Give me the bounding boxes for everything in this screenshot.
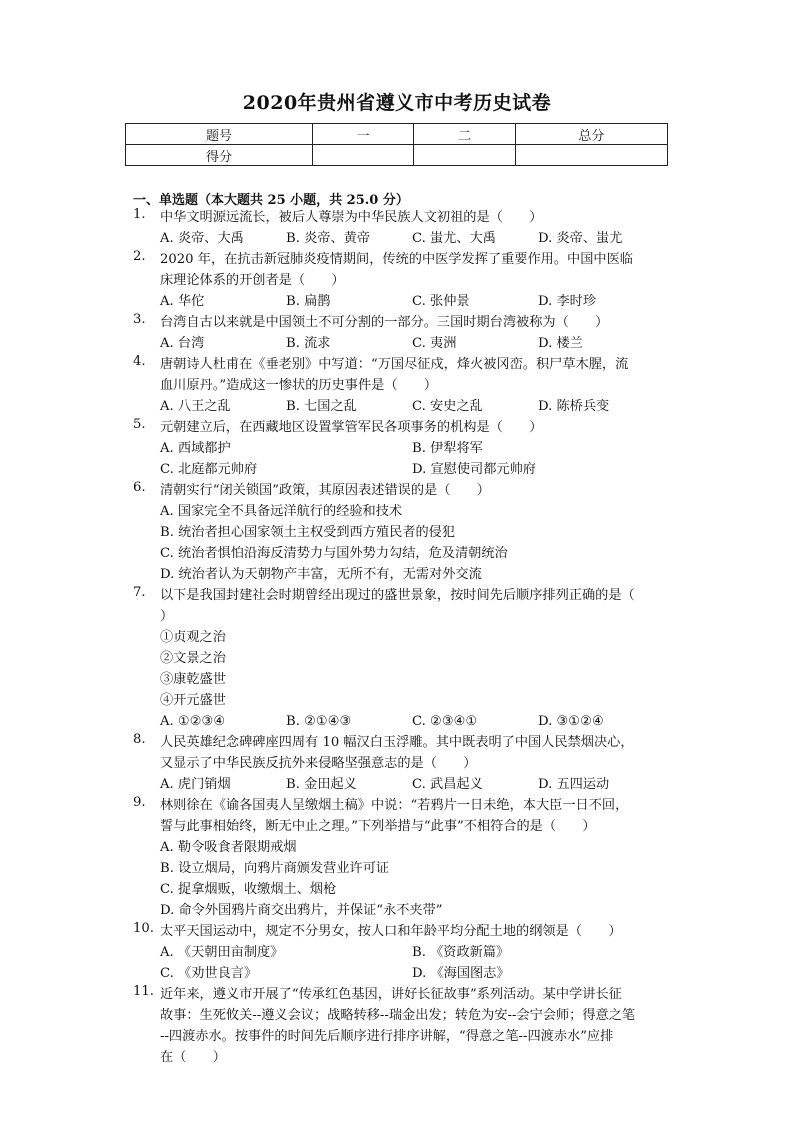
question-text: 近年来，遵义市开展了“传承红色基因，讲好长征故事”系列活动。某中学讲长征 <box>160 987 622 1002</box>
question-item <box>133 921 668 984</box>
answer-option[interactable]: A. 勒令吸食者限期戒烟 <box>160 840 297 855</box>
question-item <box>133 984 668 1068</box>
question-item <box>133 207 668 249</box>
question-number: 6. <box>133 480 146 495</box>
option-row <box>160 396 668 417</box>
answer-option[interactable]: D. ③①②④ <box>538 714 604 729</box>
answer-option[interactable]: C. 蚩尤、大禹 <box>412 231 496 246</box>
answer-option[interactable]: A. 炎帝、大禹 <box>160 231 244 246</box>
question-text: ①贞观之治 <box>160 630 226 645</box>
question-number: 7. <box>133 585 146 600</box>
question-text: --四渡赤水。按事件的时间先后顺序进行排序讲解，“得意之笔--四渡赤水”应排 <box>160 1029 614 1044</box>
question-text: 太平天国运动中，规定不分男女，按人口和年龄平均分配土地的纲领是（ ） <box>160 924 622 939</box>
question-text: 誓与此事相始终，断无中止之理。”下列举措与“此事”不相符合的是（ ） <box>160 819 596 834</box>
question-body <box>160 480 668 585</box>
question-item <box>133 480 668 585</box>
page-title: 2020年贵州省遵义市中考历史试卷 <box>242 92 552 114</box>
question-text: 在（ ） <box>160 1050 226 1065</box>
answer-option[interactable]: A. 西域都护 <box>160 441 231 456</box>
question-body <box>160 921 668 984</box>
question-text: 床理论体系的开创者是（ ） <box>160 273 345 288</box>
question-text: 又显示了中华民族反抗外来侵略坚强意志的是（ ） <box>160 756 477 771</box>
answer-option[interactable]: C. 夷洲 <box>412 336 457 351</box>
score-cell[interactable] <box>414 145 515 166</box>
section-title: 一、单选题（本大题共 25 小题，共 25.0 分） <box>133 193 409 208</box>
question-number: 1. <box>133 207 146 222</box>
answer-option[interactable]: C. ②③④① <box>412 714 478 729</box>
question-body <box>160 795 668 921</box>
question-text: 台湾自古以来就是中国领土不可分割的一部分。三国时期台湾被称为（ ） <box>160 315 609 330</box>
answer-option[interactable]: D. 统治者认为天朝物产丰富，无所不有，无需对外交流 <box>160 567 482 582</box>
answer-option[interactable]: D. 楼兰 <box>538 336 583 351</box>
question-text: ④开元盛世 <box>160 693 226 708</box>
score-header-cell: 总分 <box>515 124 667 145</box>
score-cell[interactable] <box>515 145 667 166</box>
question-text: 2020 年，在抗击新冠肺炎疫情期间，传统的中医学发挥了重要作用。中国中医临 <box>160 252 633 267</box>
answer-option[interactable]: B. 流求 <box>286 336 331 351</box>
answer-option[interactable]: A. 虎门销烟 <box>160 777 231 792</box>
score-header-cell: 二 <box>414 124 515 145</box>
question-list <box>133 207 668 1068</box>
question-text: ②文景之治 <box>160 651 226 666</box>
answer-option[interactable]: C. 统治者惧怕沿海反清势力与国外势力勾结，危及清朝统治 <box>160 546 508 561</box>
option-row <box>160 333 668 354</box>
answer-option[interactable]: D. 《海国图志》 <box>412 966 510 981</box>
answer-option[interactable]: D. 五四运动 <box>538 777 610 792</box>
question-number: 11. <box>133 984 154 999</box>
question-number: 10. <box>133 921 154 936</box>
answer-option[interactable]: D. 宣慰使司都元帅府 <box>412 462 536 477</box>
question-item <box>133 585 668 732</box>
answer-option[interactable]: D. 炎帝、蚩尤 <box>538 231 623 246</box>
option-row <box>160 228 668 249</box>
question-number: 8. <box>133 732 146 747</box>
answer-option[interactable]: D. 李时珍 <box>538 294 597 309</box>
question-body <box>160 732 668 795</box>
score-table-header-row <box>126 124 668 145</box>
question-item <box>133 417 668 480</box>
answer-option[interactable]: C. 捉拿烟贩，收缴烟土、烟枪 <box>160 882 337 897</box>
question-text: 以下是我国封建社会时期曾经出现过的盛世景象，按时间先后顺序排列正确的是（ <box>160 588 635 603</box>
answer-option[interactable]: D. 命令外国鸦片商交出鸦片，并保证“永不夹带” <box>160 903 443 918</box>
question-text: 清朝实行“闭关锁国”政策，其原因表述错误的是（ ） <box>160 483 490 498</box>
option-row <box>160 459 668 480</box>
question-text: 林则徐在《谕各国夷人呈缴烟土稿》中说：“若鸦片一日未绝，本大臣一日不回， <box>160 798 629 813</box>
question-body <box>160 585 668 732</box>
answer-option[interactable]: C. 《劝世良言》 <box>160 966 258 981</box>
question-text: ③康乾盛世 <box>160 672 226 687</box>
score-table <box>125 123 668 166</box>
question-text: 元朝建立后，在西藏地区设置掌管军民各项事务的机构是（ ） <box>160 420 543 435</box>
score-header-cell: 题号 <box>126 124 313 145</box>
answer-option[interactable]: A. 台湾 <box>160 336 205 351</box>
question-item <box>133 249 668 312</box>
answer-option[interactable]: C. 安史之乱 <box>412 399 483 414</box>
answer-option[interactable]: C. 北庭都元帅府 <box>160 462 258 477</box>
question-body <box>160 312 668 354</box>
answer-option[interactable]: A. ①②③④ <box>160 714 226 729</box>
question-body <box>160 984 668 1068</box>
question-text: 中华文明源远流长，被后人尊崇为中华民族人文初祖的是（ ） <box>160 210 543 225</box>
score-table-score-row <box>126 145 668 166</box>
question-number: 3. <box>133 312 146 327</box>
option-row <box>160 438 668 459</box>
question-body <box>160 207 668 249</box>
answer-option[interactable]: B. 《资政新篇》 <box>412 945 510 960</box>
score-cell[interactable] <box>312 145 413 166</box>
question-text: 血川原丹。”造成这一惨状的历史事件是（ ） <box>160 378 438 393</box>
answer-option[interactable]: A. 国家完全不具备远洋航行的经验和技术 <box>160 504 403 519</box>
option-row <box>160 963 668 984</box>
question-number: 2. <box>133 249 146 264</box>
question-item <box>133 354 668 417</box>
answer-option[interactable]: B. 金田起义 <box>286 777 357 792</box>
answer-option[interactable]: C. 张仲景 <box>412 294 470 309</box>
question-text: 故事：生死攸关--遵义会议；战略转移--瑞金出发；转危为安--会宁会师；得意之笔 <box>160 1008 636 1023</box>
answer-option[interactable]: B. 七国之乱 <box>286 399 357 414</box>
question-text: 唐朝诗人杜甫在《垂老别》中写道：“万国尽征戍，烽火被冈峦。积尸草木腥，流 <box>160 357 629 372</box>
question-body <box>160 354 668 417</box>
answer-option[interactable]: B. 扁鹊 <box>286 294 331 309</box>
answer-option[interactable]: B. ②①④③ <box>286 714 352 729</box>
question-item <box>133 795 668 921</box>
question-number: 9. <box>133 795 146 810</box>
question-item <box>133 732 668 795</box>
question-item <box>133 312 668 354</box>
answer-option[interactable]: B. 设立烟局，向鸦片商颁发营业许可证 <box>160 861 390 876</box>
question-text: ） <box>160 609 174 624</box>
question-body <box>160 249 668 312</box>
answer-option[interactable]: C. 武昌起义 <box>412 777 483 792</box>
question-number: 4. <box>133 354 146 369</box>
answer-option[interactable]: A. 华佗 <box>160 294 205 309</box>
score-row-label: 得分 <box>126 145 313 166</box>
question-number: 5. <box>133 417 146 432</box>
question-body <box>160 417 668 480</box>
answer-option[interactable]: B. 统治者担心国家领土主权受到西方殖民者的侵犯 <box>160 525 456 540</box>
answer-option[interactable]: A. 《天朝田亩制度》 <box>160 945 284 960</box>
option-row <box>160 942 668 963</box>
answer-option[interactable]: D. 陈桥兵变 <box>538 399 610 414</box>
answer-option[interactable]: B. 炎帝、黄帝 <box>286 231 371 246</box>
score-header-cell: 一 <box>312 124 413 145</box>
option-row <box>160 711 668 732</box>
answer-option[interactable]: B. 伊犁将军 <box>412 441 483 456</box>
question-text: 人民英雄纪念碑碑座四周有 10 幅汉白玉浮雕。其中既表明了中国人民禁烟决心， <box>160 735 634 750</box>
option-row <box>160 774 668 795</box>
answer-option[interactable]: A. 八王之乱 <box>160 399 231 414</box>
option-row <box>160 291 668 312</box>
